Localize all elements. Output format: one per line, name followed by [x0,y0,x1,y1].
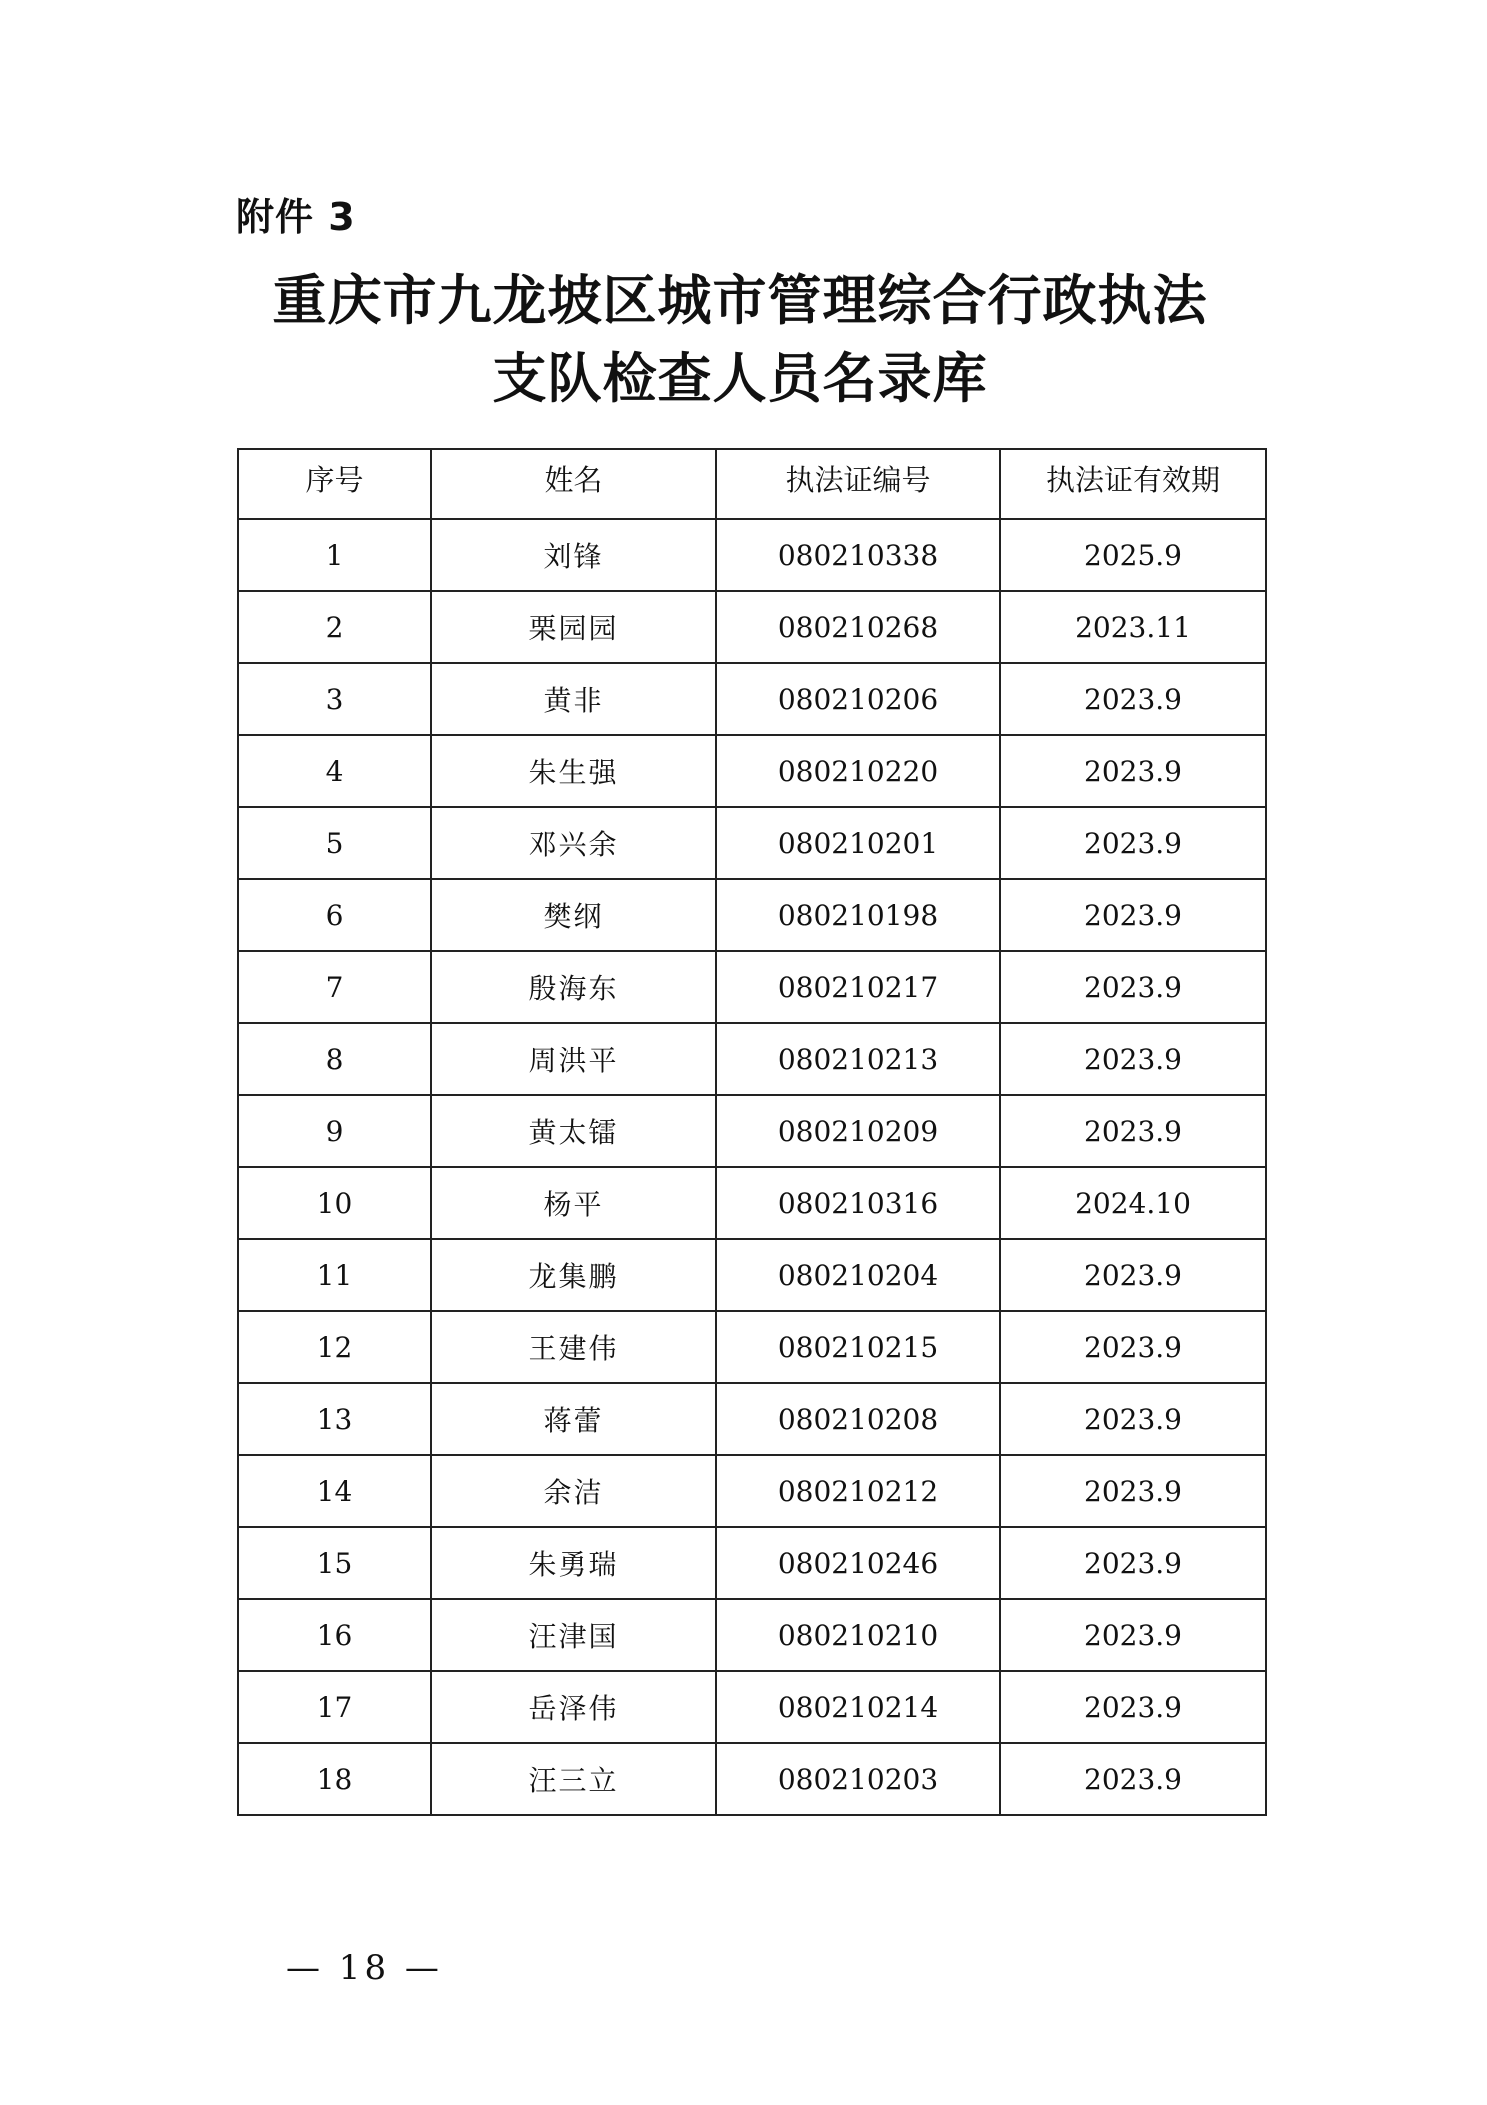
table-row [238,1383,1266,1455]
attachment-label: 附件 3 [236,195,356,239]
cell-serial: 4 [238,735,431,807]
table-row [238,807,1266,879]
cell-cert-number: 080210220 [716,735,1000,807]
document-title-line-1: 重庆市九龙坡区城市管理综合行政执法 [272,269,1208,332]
cell-serial: 18 [238,1743,431,1815]
cell-name: 杨平 [431,1167,716,1239]
table-row [238,591,1266,663]
cell-cert-validity: 2024.10 [1000,1167,1266,1239]
cell-cert-validity: 2023.9 [1000,807,1266,879]
table-row [238,519,1266,591]
cell-cert-validity: 2023.9 [1000,1671,1266,1743]
cell-name: 邓兴余 [431,807,716,879]
cell-cert-validity: 2023.9 [1000,663,1266,735]
table-row [238,1023,1266,1095]
cell-name: 栗园园 [431,591,716,663]
cell-name: 余洁 [431,1455,716,1527]
header-name: 姓名 [431,449,716,519]
cell-cert-validity: 2023.9 [1000,735,1266,807]
cell-cert-validity: 2023.9 [1000,1383,1266,1455]
table-row [238,1095,1266,1167]
cell-cert-validity: 2023.9 [1000,879,1266,951]
cell-cert-number: 080210217 [716,951,1000,1023]
page-number: — 18 — [286,1948,443,1988]
cell-cert-number: 080210204 [716,1239,1000,1311]
cell-name: 朱勇瑞 [431,1527,716,1599]
cell-serial: 11 [238,1239,431,1311]
header-serial: 序号 [238,449,431,519]
cell-serial: 10 [238,1167,431,1239]
cell-serial: 16 [238,1599,431,1671]
cell-name: 蒋蕾 [431,1383,716,1455]
cell-cert-number: 080210215 [716,1311,1000,1383]
cell-name: 黄非 [431,663,716,735]
cell-cert-number: 080210203 [716,1743,1000,1815]
cell-cert-number: 080210338 [716,519,1000,591]
table-row [238,1455,1266,1527]
cell-name: 朱生强 [431,735,716,807]
cell-cert-validity: 2023.11 [1000,591,1266,663]
cell-cert-validity: 2023.9 [1000,1455,1266,1527]
table-row [238,1671,1266,1743]
cell-serial: 15 [238,1527,431,1599]
cell-cert-validity: 2023.9 [1000,1239,1266,1311]
table-row [238,1599,1266,1671]
cell-cert-number: 080210206 [716,663,1000,735]
cell-cert-number: 080210212 [716,1455,1000,1527]
cell-cert-number: 080210201 [716,807,1000,879]
cell-cert-number: 080210210 [716,1599,1000,1671]
cell-serial: 9 [238,1095,431,1167]
inspector-roster-table [237,448,1267,1816]
cell-cert-validity: 2025.9 [1000,519,1266,591]
cell-serial: 8 [238,1023,431,1095]
cell-serial: 3 [238,663,431,735]
cell-serial: 5 [238,807,431,879]
table-row [238,735,1266,807]
cell-cert-number: 080210209 [716,1095,1000,1167]
cell-serial: 12 [238,1311,431,1383]
cell-serial: 1 [238,519,431,591]
cell-serial: 13 [238,1383,431,1455]
cell-serial: 2 [238,591,431,663]
cell-name: 汪津国 [431,1599,716,1671]
table-row [238,1167,1266,1239]
cell-name: 黄太镭 [431,1095,716,1167]
cell-serial: 17 [238,1671,431,1743]
cell-serial: 6 [238,879,431,951]
cell-name: 刘锋 [431,519,716,591]
table-row [238,879,1266,951]
table-row [238,1239,1266,1311]
cell-cert-validity: 2023.9 [1000,1023,1266,1095]
cell-cert-validity: 2023.9 [1000,1527,1266,1599]
document-title-line-2: 支队检查人员名录库 [492,347,988,410]
cell-cert-number: 080210246 [716,1527,1000,1599]
cell-cert-validity: 2023.9 [1000,1599,1266,1671]
cell-serial: 7 [238,951,431,1023]
cell-name: 王建伟 [431,1311,716,1383]
cell-name: 殷海东 [431,951,716,1023]
cell-serial: 14 [238,1455,431,1527]
cell-name: 龙集鹏 [431,1239,716,1311]
cell-name: 汪三立 [431,1743,716,1815]
cell-cert-number: 080210198 [716,879,1000,951]
cell-cert-validity: 2023.9 [1000,951,1266,1023]
table-row [238,1527,1266,1599]
header-cert-validity: 执法证有效期 [1000,449,1266,519]
cell-cert-number: 080210316 [716,1167,1000,1239]
cell-cert-validity: 2023.9 [1000,1311,1266,1383]
cell-cert-validity: 2023.9 [1000,1095,1266,1167]
table-row [238,1311,1266,1383]
table-row [238,951,1266,1023]
cell-cert-number: 080210268 [716,591,1000,663]
cell-cert-number: 080210214 [716,1671,1000,1743]
cell-name: 周洪平 [431,1023,716,1095]
cell-cert-validity: 2023.9 [1000,1743,1266,1815]
table-row [238,663,1266,735]
cell-cert-number: 080210208 [716,1383,1000,1455]
cell-name: 岳泽伟 [431,1671,716,1743]
table-row [238,1743,1266,1815]
cell-cert-number: 080210213 [716,1023,1000,1095]
cell-name: 樊纲 [431,879,716,951]
table-header-row [238,449,1266,519]
header-cert-number: 执法证编号 [716,449,1000,519]
